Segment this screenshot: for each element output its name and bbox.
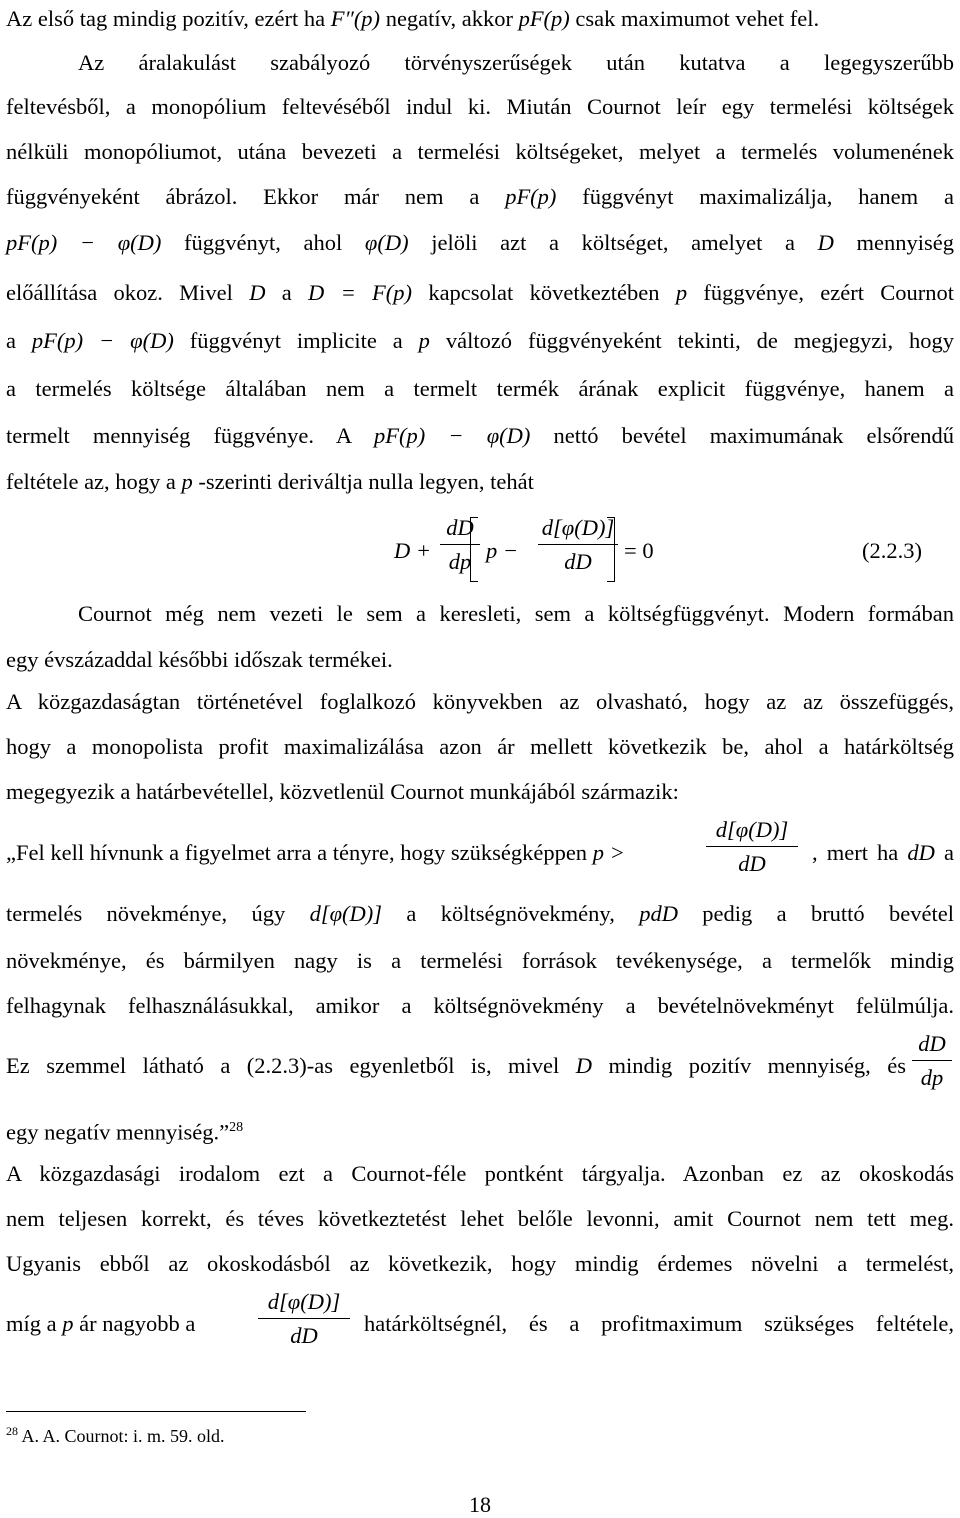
text-line-7 bbox=[6, 282, 954, 305]
eq-left-bracket bbox=[470, 517, 478, 582]
text-run: Ez szemmel látható a (2.2.3)-as egyenletből is, mivel bbox=[6, 1053, 576, 1078]
text-run: függvényeként ábrázol. Ekkor már nem a bbox=[6, 184, 506, 209]
text-line-1 bbox=[6, 8, 954, 31]
fraction-denominator: dD bbox=[738, 850, 766, 876]
fraction-denominator: dD bbox=[290, 1322, 318, 1348]
text-line-24: nem teljesen korrekt, és téves következtetést lehet belőle levonni, amit Cournot nem tett meg. bbox=[6, 1206, 954, 1231]
eq-frac2-denominator: dD bbox=[564, 548, 592, 574]
text-run: függvényt implicite a bbox=[173, 328, 419, 353]
text-run: a bbox=[6, 328, 32, 353]
text-run: feltétele az, hogy a bbox=[6, 469, 182, 494]
footnote-mark: 28 bbox=[6, 1424, 18, 1438]
eq-inner-term: p − bbox=[486, 538, 519, 563]
text-line-22 bbox=[6, 1121, 954, 1144]
eq-lead: D + bbox=[394, 538, 432, 563]
text-run: a költségnövekmény, bbox=[382, 901, 640, 926]
text-run: mennyiség bbox=[833, 230, 954, 255]
fraction-numerator: d[φ(D)] bbox=[267, 1289, 341, 1314]
fraction-numerator: dD bbox=[918, 1031, 946, 1056]
text-line-11 bbox=[6, 471, 954, 494]
text-run: előállítása okoz. Mivel bbox=[6, 280, 250, 305]
fraction-bar bbox=[258, 1318, 350, 1319]
text-line-12: Cournot még nem vezeti le sem a keresleti, sem a költségfüggvényt. Modern formában bbox=[78, 601, 954, 626]
fraction-numerator: d[φ(D)] bbox=[715, 817, 789, 842]
text-run: míg a bbox=[6, 1311, 63, 1336]
math-inline: D bbox=[575, 1053, 593, 1078]
text-line-18 bbox=[6, 903, 954, 926]
fraction-denominator: dp bbox=[920, 1064, 944, 1090]
text-run: kapcsolat következtében bbox=[412, 280, 676, 305]
text-line-15: hogy a monopolista profit maximalizálása azon ár mellett következik be, ahol a határköltség bbox=[6, 734, 954, 759]
text-run: ár nagyobb a bbox=[73, 1311, 196, 1336]
page-number: 18 bbox=[469, 1492, 491, 1517]
math-inline: D = F(p) bbox=[308, 280, 413, 305]
math-inline: pF(p) bbox=[518, 6, 570, 31]
math-inline: dD bbox=[907, 840, 935, 865]
text-line-20: felhagynak felhasználásukkal, amikor a költségnövekmény a bevételnövekményt felülmúlja. bbox=[6, 993, 954, 1018]
text-line-21 bbox=[6, 1055, 906, 1078]
text-run: „Fel kell hívnunk a figyelmet arra a tényre, hogy szükségképpen bbox=[6, 840, 593, 865]
eq-label: (2.2.3) bbox=[862, 538, 922, 563]
math-inline: p > bbox=[592, 840, 625, 865]
text-run: nettó bevétel maximumának elsőrendű bbox=[530, 423, 955, 448]
text-line-19: növekménye, és bármilyen nagy is a termelési források tevékenysége, a termelők mindig bbox=[6, 948, 954, 973]
text-line-25: Ugyanis ebből az okoskodásból az következik, hogy mindig érdemes növelni a termelést, bbox=[6, 1251, 954, 1276]
text-run: , mert ha bbox=[812, 840, 908, 865]
text-line-13: egy évszázaddal későbbi időszak termékei. bbox=[6, 647, 393, 672]
eq-frac2-numerator: d[φ(D)] bbox=[541, 515, 615, 540]
text-run: termelés növekménye, úgy bbox=[6, 901, 310, 926]
footnote-reference: 28 bbox=[229, 1120, 244, 1135]
text-line-26-head bbox=[6, 1313, 195, 1336]
text-line-4: nélküli monopóliumot, utána bevezeti a termelési költségeket, melyet a termelés volumenének bbox=[6, 139, 954, 164]
text-run: csak maximumot vehet fel. bbox=[569, 6, 820, 31]
text-line-9: a termelés költsége általában nem a termelt termék árának explicit függvénye, hanem a bbox=[6, 376, 954, 401]
math-inline: pF(p) − φ(D) bbox=[31, 328, 174, 353]
inline-fraction-cost bbox=[706, 819, 798, 875]
text-line-17-tail bbox=[812, 842, 954, 865]
math-inline: p bbox=[418, 328, 430, 353]
eq-frac1-numerator: dD bbox=[446, 515, 474, 540]
math-inline: F″(p) bbox=[330, 6, 381, 31]
text-run: -szerinti deriváltja nulla legyen, tehát bbox=[192, 469, 534, 494]
math-inline: pF(p) − φ(D) bbox=[6, 230, 162, 255]
text-run: a bbox=[934, 840, 954, 865]
text-line-2: Az áralakulást szabályozó törvényszerűségek után kutatva a legegyszerűbb bbox=[78, 50, 954, 75]
text-line-5 bbox=[6, 186, 954, 209]
inline-fraction-marginal-cost bbox=[258, 1291, 350, 1347]
text-run: a bbox=[265, 280, 309, 305]
text-run: függvényt, ahol bbox=[161, 230, 365, 255]
eq-right-bracket bbox=[607, 517, 615, 582]
inline-fraction-dD-dp bbox=[912, 1033, 952, 1089]
math-inline: p bbox=[181, 469, 193, 494]
eq-frac1-denominator: dp bbox=[448, 548, 472, 574]
text-run: negatív, akkor bbox=[380, 6, 519, 31]
fraction-bar bbox=[706, 846, 798, 847]
text-run: jelöli azt a költséget, amelyet a bbox=[408, 230, 818, 255]
text-line-26-tail bbox=[364, 1313, 954, 1336]
text-line-3: feltevésből, a monopólium feltevéséből indul ki. Miután Cournot leír egy termelési költségek bbox=[6, 94, 954, 119]
footnote bbox=[6, 1424, 225, 1447]
text-run: változó függvényeként tekinti, de megjegyzi, hogy bbox=[429, 328, 954, 353]
text-line-6 bbox=[6, 232, 954, 255]
text-run: mindig pozitív mennyiség, és bbox=[592, 1053, 906, 1078]
math-inline: D bbox=[817, 230, 834, 255]
eq-rhs: = 0 bbox=[624, 538, 654, 563]
text-run: határköltségnél, és a profitmaximum szükséges feltétele, bbox=[364, 1311, 954, 1336]
math-inline: d[φ(D)] bbox=[309, 901, 383, 926]
text-line-16: megegyezik a határbevétellel, közvetlenül Cournot munkájából származik: bbox=[6, 779, 679, 804]
math-inline: pF(p) − φ(D) bbox=[374, 423, 531, 448]
text-run: függvénye, ezért Cournot bbox=[687, 280, 954, 305]
eq-fraction-2 bbox=[538, 517, 618, 573]
math-inline: D bbox=[249, 280, 266, 305]
text-run: Az első tag mindig pozitív, ezért ha bbox=[6, 6, 331, 31]
fraction-bar bbox=[912, 1060, 952, 1061]
text-line-8 bbox=[6, 330, 954, 353]
math-inline: p bbox=[62, 1311, 74, 1336]
text-run: termelt mennyiség függvénye. A bbox=[6, 423, 375, 448]
text-line-14: A közgazdaságtan történetével foglalkozó könyvekben az olvasható, hogy az az összefüggés, bbox=[6, 689, 954, 714]
footnote-text: A. A. Cournot: i. m. 59. old. bbox=[21, 1426, 225, 1446]
math-inline: φ(D) bbox=[364, 230, 409, 255]
text-run: függvényt maximalizálja, hanem a bbox=[556, 184, 954, 209]
math-inline: pF(p) bbox=[505, 184, 557, 209]
fraction-bar bbox=[538, 544, 618, 545]
math-inline: pdD bbox=[639, 901, 678, 926]
math-inline: p bbox=[675, 280, 688, 305]
text-line-10 bbox=[6, 425, 954, 448]
text-run: pedig a bruttó bevétel bbox=[677, 901, 954, 926]
footnote-rule bbox=[6, 1411, 306, 1412]
text-run: egy negatív mennyiség.” bbox=[6, 1119, 230, 1145]
text-line-23: A közgazdasági irodalom ezt a Cournot-féle pontként tárgyalja. Azonban ez az okoskodás bbox=[6, 1161, 954, 1186]
